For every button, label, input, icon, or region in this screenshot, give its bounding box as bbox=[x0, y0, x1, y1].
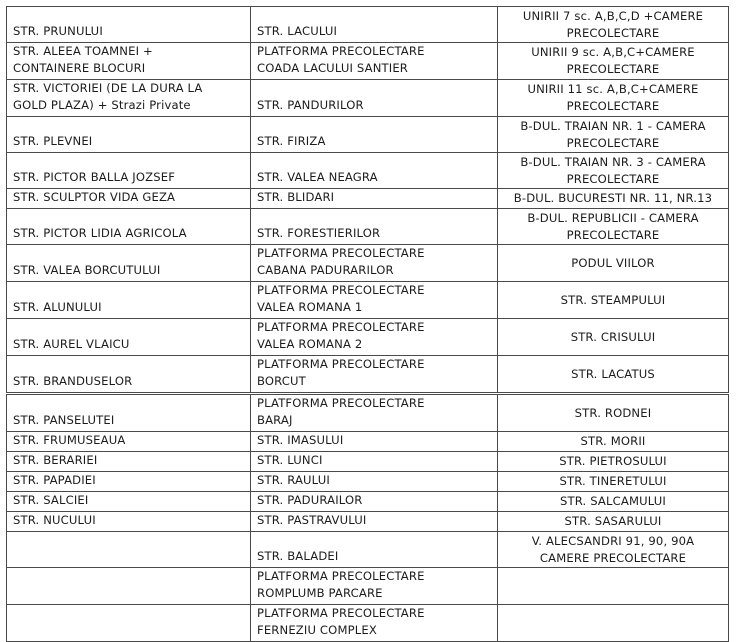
table-row bbox=[7, 209, 729, 245]
table-cell bbox=[498, 80, 729, 117]
cell-text: STR. ALUNULUI bbox=[13, 300, 102, 314]
table-cell bbox=[498, 492, 729, 512]
cell-text: B-DUL. TRAIAN NR. 3 - CAMERA PRECOLECTARE bbox=[520, 154, 706, 186]
table-cell bbox=[498, 356, 729, 393]
cell-text: STR. NUCULUI bbox=[13, 513, 96, 527]
table-cell bbox=[498, 189, 729, 209]
table-cell bbox=[7, 452, 251, 472]
table-cell bbox=[251, 245, 498, 282]
cell-text: STR. PANSELUTEI bbox=[13, 413, 115, 427]
table-cell bbox=[498, 472, 729, 492]
cell-text: STR. RODNEI bbox=[574, 405, 652, 420]
cell-text: STR. SALCAMULUI bbox=[560, 494, 666, 508]
table-cell bbox=[251, 432, 498, 452]
table-row bbox=[7, 153, 729, 189]
table-cell bbox=[498, 209, 729, 245]
cell-text: STR. BALADEI bbox=[257, 549, 339, 563]
table-row bbox=[7, 356, 729, 393]
cell-text: STR. BRANDUSELOR bbox=[13, 374, 133, 388]
table-row bbox=[7, 432, 729, 452]
cell-text: STR. LACATUS bbox=[571, 366, 655, 381]
cell-text: STR. PASTRAVULUI bbox=[257, 513, 367, 527]
cell-text: STR. VALEA NEAGRA bbox=[257, 170, 378, 184]
table-cell bbox=[251, 209, 498, 245]
cell-text: STR. CRISULUI bbox=[570, 329, 656, 344]
table-cell bbox=[251, 568, 498, 605]
cell-text: STR. MORII bbox=[580, 434, 646, 448]
cell-text: PLATFORMA PRECOLECTARE ROMPLUMB PARCARE bbox=[257, 569, 425, 600]
table-cell bbox=[251, 319, 498, 356]
table-cell bbox=[251, 80, 498, 117]
cell-text: STR. TINERETULUI bbox=[559, 474, 667, 488]
table-cell bbox=[251, 532, 498, 568]
table-cell bbox=[7, 7, 251, 43]
cell-text: STR. VICTORIEI (DE LA DURA LA GOLD PLAZA) + Strazi Private bbox=[13, 81, 203, 112]
table-row bbox=[7, 189, 729, 209]
table-cell bbox=[251, 117, 498, 153]
cell-text: STR. VALEA BORCUTULUI bbox=[13, 263, 161, 277]
table-cell bbox=[7, 282, 251, 319]
cell-text: STR. FRUMUSEAUA bbox=[13, 433, 126, 447]
cell-text: B-DUL. TRAIAN NR. 1 - CAMERA PRECOLECTARE bbox=[520, 118, 706, 150]
table-row bbox=[7, 512, 729, 532]
cell-text: PLATFORMA PRECOLECTARE BARAJ bbox=[257, 396, 425, 427]
table-cell bbox=[251, 282, 498, 319]
table-cell bbox=[7, 492, 251, 512]
cell-text: STR. RAULUI bbox=[257, 473, 330, 487]
table-cell bbox=[7, 80, 251, 117]
table-row bbox=[7, 117, 729, 153]
table-cell bbox=[498, 395, 729, 432]
cell-text: STR. FORESTIERILOR bbox=[257, 226, 381, 240]
streets-table-bottom-body bbox=[7, 395, 729, 642]
table-cell bbox=[498, 153, 729, 189]
table-row bbox=[7, 7, 729, 43]
table-row bbox=[7, 568, 729, 605]
table-cell bbox=[7, 356, 251, 393]
table-cell bbox=[498, 319, 729, 356]
streets-table-top bbox=[6, 6, 729, 393]
table-cell bbox=[7, 319, 251, 356]
table-cell bbox=[7, 209, 251, 245]
cell-text: B-DUL. BUCURESTI NR. 11, NR.13 bbox=[513, 191, 713, 205]
cell-text: STR. ALEEA TOAMNEI + CONTAINERE BLOCURI bbox=[13, 44, 153, 75]
cell-text: STR. SALCIEI bbox=[13, 493, 89, 507]
table-cell bbox=[7, 395, 251, 432]
table-cell bbox=[498, 117, 729, 153]
cell-text: STR. AUREL VLAICU bbox=[13, 337, 130, 351]
cell-text: PLATFORMA PRECOLECTARE BORCUT bbox=[257, 357, 425, 388]
cell-text: STR. PLEVNEI bbox=[13, 134, 93, 148]
table-cell bbox=[498, 245, 729, 282]
table-cell bbox=[7, 512, 251, 532]
table-row bbox=[7, 452, 729, 472]
cell-text: STR. PRUNULUI bbox=[13, 24, 103, 38]
table-row bbox=[7, 282, 729, 319]
table-cell bbox=[7, 532, 251, 568]
table-cell bbox=[251, 189, 498, 209]
cell-text: STR. PANDURILOR bbox=[257, 98, 364, 112]
table-cell bbox=[498, 512, 729, 532]
table-row bbox=[7, 605, 729, 642]
cell-text: STR. STEAMPULUI bbox=[560, 292, 666, 307]
cell-text: STR. BLIDARI bbox=[257, 190, 335, 204]
table-row bbox=[7, 395, 729, 432]
streets-table-bottom bbox=[6, 394, 729, 642]
table-cell bbox=[251, 7, 498, 43]
cell-text: STR. BERARIEI bbox=[13, 453, 98, 467]
cell-text: PLATFORMA PRECOLECTARE FERNEZIU COMPLEX bbox=[257, 606, 425, 637]
cell-text: STR. LUNCI bbox=[257, 453, 323, 467]
table-row bbox=[7, 492, 729, 512]
table-row bbox=[7, 472, 729, 492]
cell-text: UNIRII 11 sc. A,B,C+CAMERE PRECOLECTARE bbox=[527, 82, 699, 113]
table-row bbox=[7, 80, 729, 117]
table-cell bbox=[7, 568, 251, 605]
table-cell bbox=[498, 432, 729, 452]
cell-text: STR. FIRIZA bbox=[257, 134, 326, 148]
table-cell bbox=[7, 472, 251, 492]
table-cell bbox=[498, 605, 729, 642]
cell-text: STR. LACULUI bbox=[257, 24, 338, 38]
cell-text: STR. PAPADIEI bbox=[13, 473, 96, 487]
cell-text: B-DUL. REPUBLICII - CAMERA PRECOLECTARE bbox=[527, 210, 699, 242]
table-cell bbox=[7, 153, 251, 189]
table-cell bbox=[498, 7, 729, 43]
cell-text: PLATFORMA PRECOLECTARE VALEA ROMANA 2 bbox=[257, 320, 425, 351]
cell-text: STR. SASARULUI bbox=[564, 514, 662, 528]
table-cell bbox=[251, 512, 498, 532]
cell-text: UNIRII 7 sc. A,B,C,D +CAMERE PRECOLECTARE bbox=[522, 8, 704, 40]
table-cell bbox=[251, 605, 498, 642]
table-cell bbox=[7, 43, 251, 80]
table-cell bbox=[498, 452, 729, 472]
table-cell bbox=[251, 43, 498, 80]
table-cell bbox=[251, 356, 498, 393]
table-cell bbox=[498, 568, 729, 605]
cell-text: STR. SCULPTOR VIDA GEZA bbox=[13, 190, 176, 204]
table-cell bbox=[7, 432, 251, 452]
table-cell bbox=[251, 153, 498, 189]
cell-text: PLATFORMA PRECOLECTARE COADA LACULUI SANTIER bbox=[257, 44, 425, 75]
cell-text: STR. PICTOR LIDIA AGRICOLA bbox=[13, 226, 187, 240]
table-row bbox=[7, 532, 729, 568]
cell-text: PLATFORMA PRECOLECTARE VALEA ROMANA 1 bbox=[257, 283, 425, 314]
cell-text: PODUL VIILOR bbox=[571, 255, 655, 270]
table-cell bbox=[251, 395, 498, 432]
cell-text: STR. IMASULUI bbox=[257, 433, 344, 447]
table-cell bbox=[7, 605, 251, 642]
cell-text: STR. PICTOR BALLA JOZSEF bbox=[13, 170, 176, 184]
table-cell bbox=[498, 43, 729, 80]
table-cell bbox=[7, 117, 251, 153]
table-cell bbox=[498, 282, 729, 319]
table-row bbox=[7, 43, 729, 80]
cell-text: UNIRII 9 sc. A,B,C+CAMERE PRECOLECTARE bbox=[531, 45, 695, 76]
table-cell bbox=[251, 452, 498, 472]
table-row bbox=[7, 319, 729, 356]
cell-text: PLATFORMA PRECOLECTARE CABANA PADURARILOR bbox=[257, 246, 425, 277]
table-cell bbox=[7, 189, 251, 209]
table-cell bbox=[251, 472, 498, 492]
table-cell bbox=[7, 245, 251, 282]
cell-text: STR. PADURAILOR bbox=[257, 493, 363, 507]
cell-text: V. ALECSANDRI 91, 90, 90A CAMERE PRECOLECTARE bbox=[531, 533, 695, 565]
table-cell bbox=[251, 492, 498, 512]
cell-text: STR. PIETROSULUI bbox=[559, 454, 667, 468]
table-row bbox=[7, 245, 729, 282]
streets-table-top-body bbox=[7, 7, 729, 393]
table-cell bbox=[498, 532, 729, 568]
